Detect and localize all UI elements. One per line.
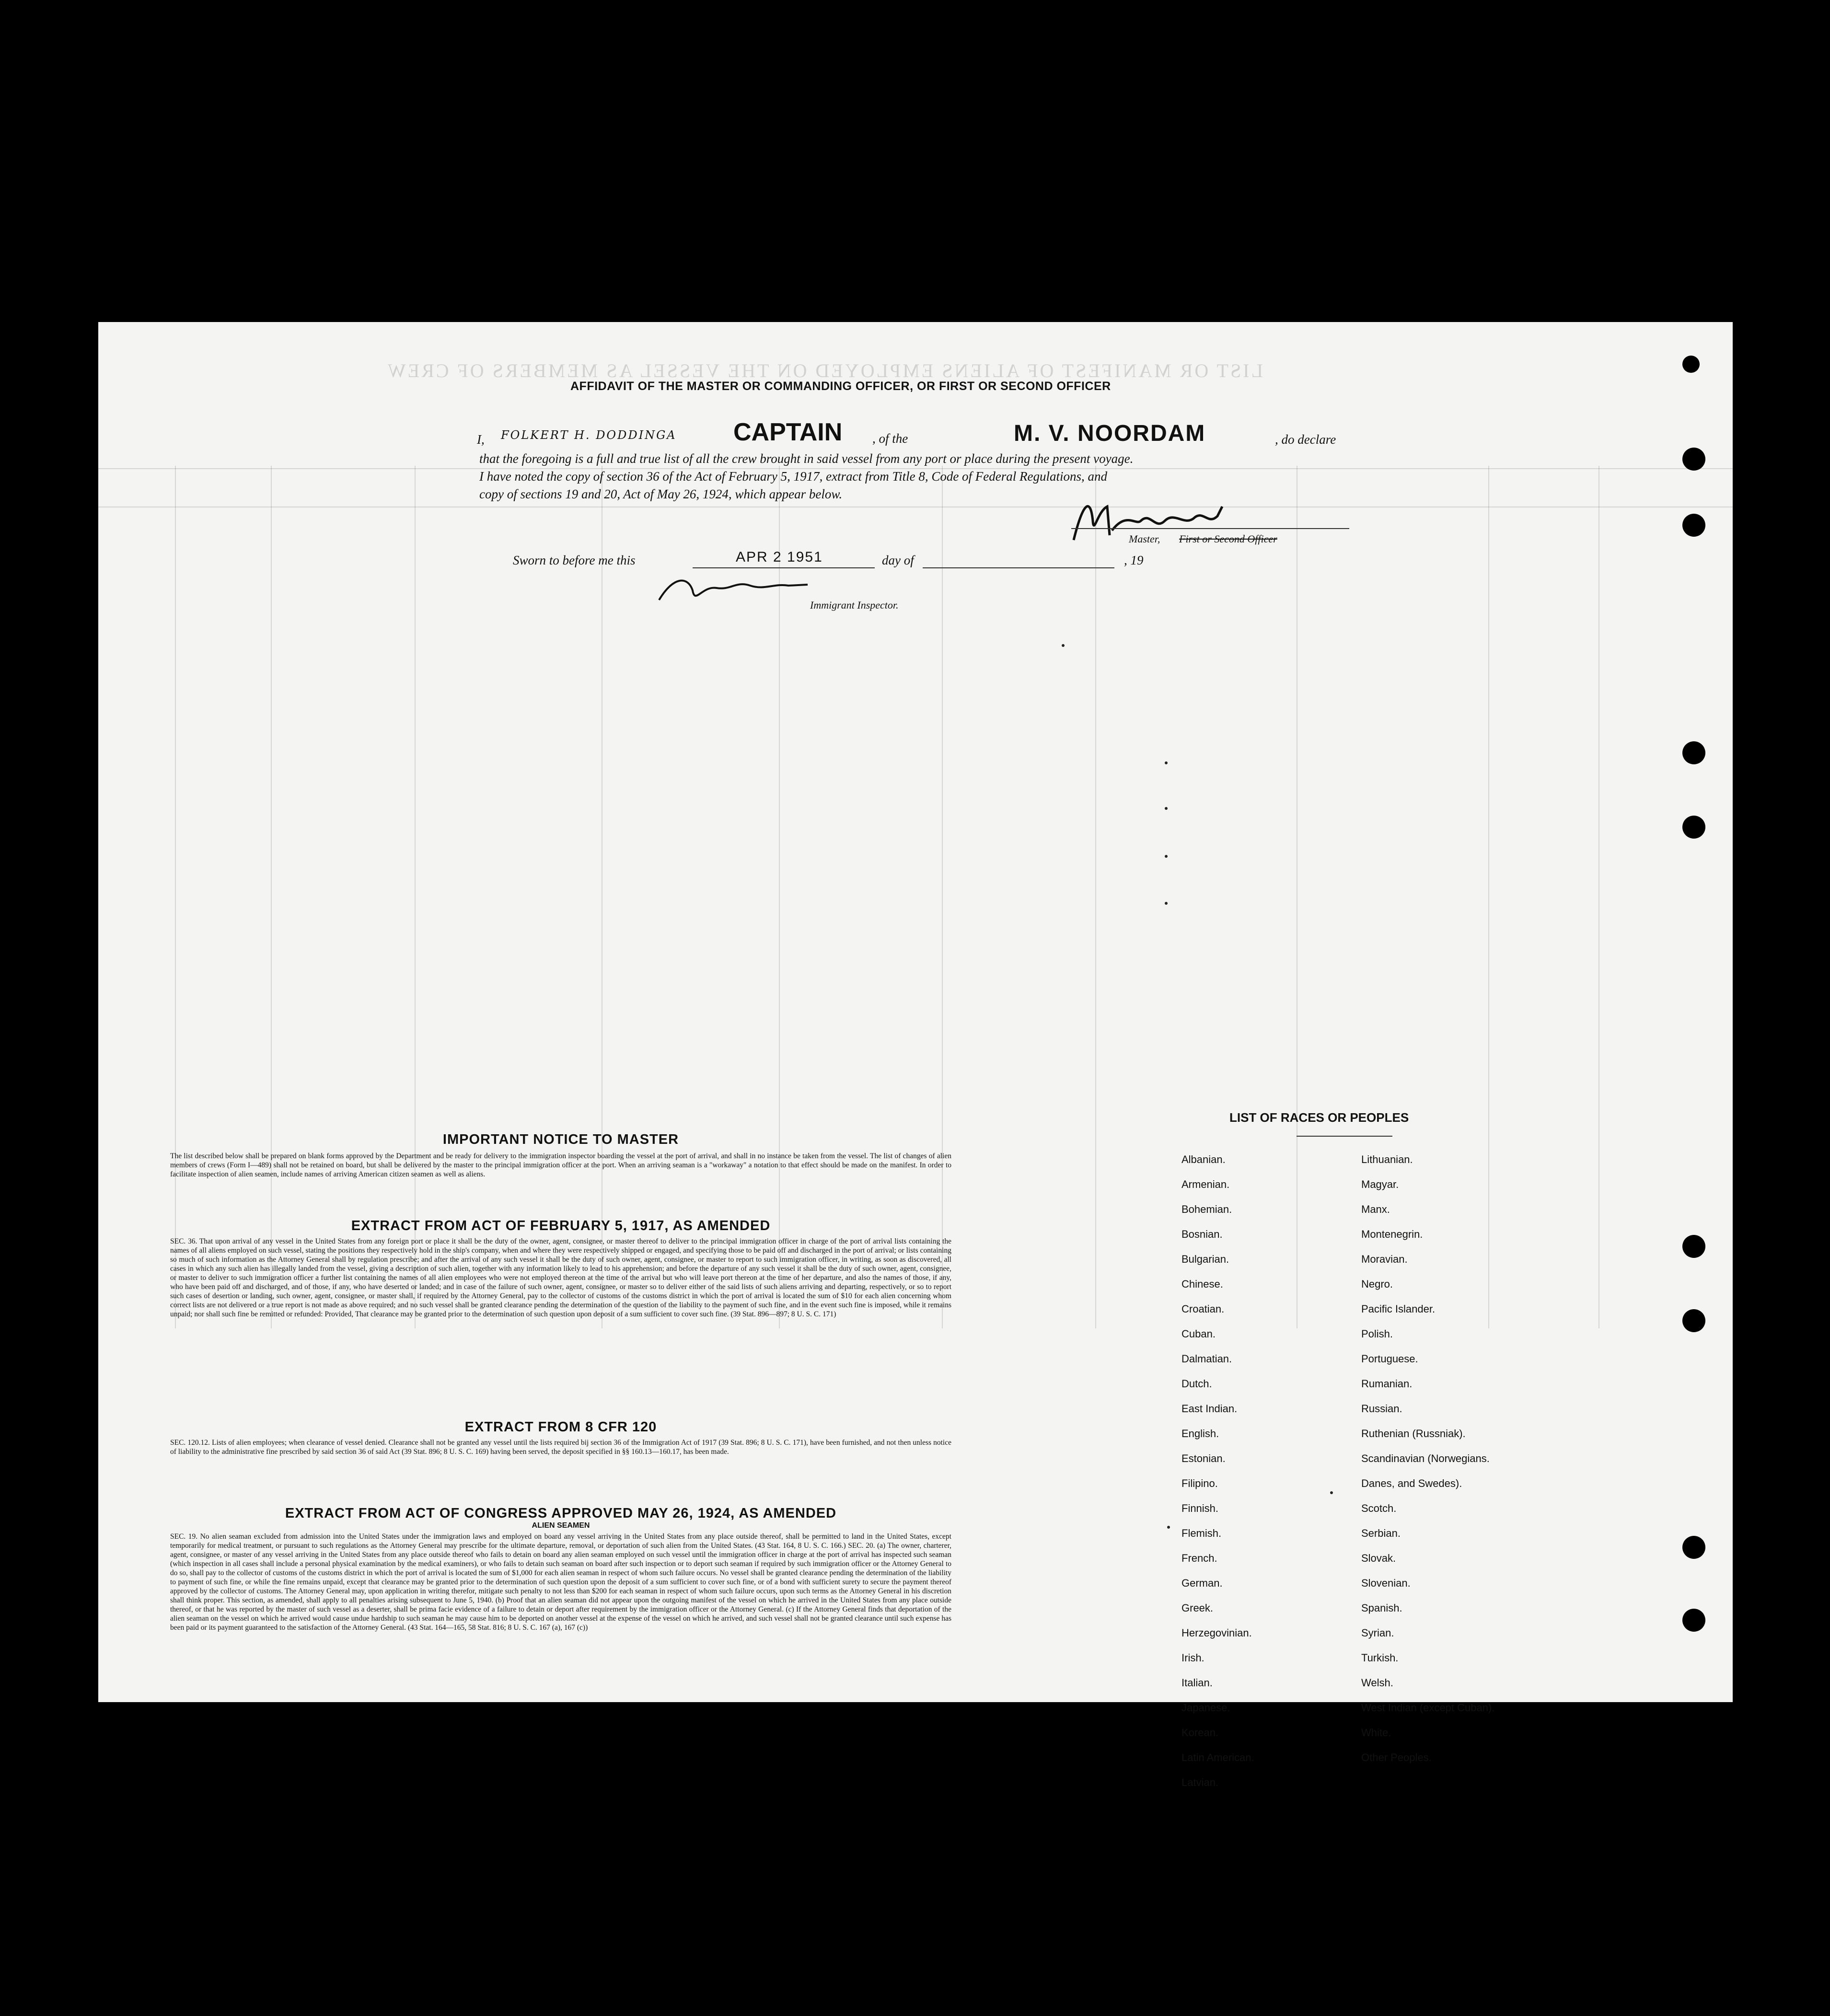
extract-cfr-block [170,1419,951,1456]
race-item: Filipino. [1181,1477,1218,1489]
race-item: Other Peoples. [1361,1751,1432,1763]
race-item: Scotch. [1361,1502,1397,1514]
speck [1167,1526,1170,1529]
race-item: Rumanian. [1361,1378,1413,1390]
race-item: Cuban. [1181,1328,1216,1340]
race-item: Polish. [1361,1328,1393,1340]
captain-name: FOLKERT H. DODDINGA [501,428,677,442]
race-item: Danes, and Swedes). [1361,1477,1462,1489]
extract-cfr-body: SEC. 120.12. Lists of alien employees; when clearance of vessel denied. Clearance shall not be granted any vessel until the lists required bij section 36 of the Immigration Act of 1917 (39 Stat. 896; 8 U. S. C. 171), have been furnished, and not then unless notice of liability to the administrative fine prescribed by said section 36 of said Act (39 Stat. 896; 8 U. S. C. 169) having been served, the deposit specified in §§ 160.13—160.17, has been made. [170,1439,951,1456]
race-item: Syrian. [1361,1627,1394,1639]
race-item: Dutch. [1181,1378,1212,1390]
race-item: Herzegovinian. [1181,1627,1252,1639]
race-item: Turkish. [1361,1652,1399,1664]
ghost-rule [1598,466,1599,1328]
race-item: Scandinavian (Norwegians. [1361,1452,1490,1464]
extract-1917-title: EXTRACT FROM ACT OF FEBRUARY 5, 1917, AS AMENDED [351,1218,771,1233]
punch-hole [1682,356,1700,373]
signature-line [1071,528,1349,529]
ghost-rule [415,466,416,1328]
race-item: English. [1181,1428,1219,1440]
race-item: West Indian (except Cuban). [1361,1702,1495,1714]
inspector-signature [649,571,822,610]
race-item: German. [1181,1577,1223,1589]
manifest-sheet [98,322,1733,1788]
race-item: Magyar. [1361,1178,1399,1190]
race-item: Greek. [1181,1602,1214,1614]
ghost-rule [271,466,272,1328]
affidavit-line-4: copy of sections 19 and 20, Act of May 26, 1924, which appear below. [479,487,843,501]
race-item: Montenegrin. [1361,1228,1423,1240]
extract-1924-subtitle: ALIEN SEAMEN [532,1521,590,1530]
speck [1330,1491,1333,1494]
race-item: Bulgarian. [1181,1253,1229,1265]
extract-cfr-title: EXTRACT FROM 8 CFR 120 [464,1419,657,1435]
race-item: Slovak. [1361,1552,1396,1564]
punch-hole [1682,741,1705,764]
race-item: Dalmatian. [1181,1353,1232,1365]
race-item: Negro. [1361,1278,1393,1290]
ghost-title: LIST OR MANIFEST OF ALIENS EMPLOYED ON THE VESSEL AS MEMBERS OF CREW [386,360,1263,381]
race-item: Latin American. [1181,1751,1254,1763]
speck [1062,644,1065,647]
speck [1165,761,1168,764]
notice-body: The list described below shall be prepared on blank forms approved by the Department and be ready for delivery to the immigration inspector boarding the vessel at the port of arrival, and shall in no instance be taken from the vessel. The list of changes of alien members of crews (Form I—489) shall not be retained on board, but shall be delivered by the master to the principal immigration officer at the port. When an arriving seaman is a "workaway" a notation to that effect should be made on the manifest. In order to facilitate inspection of alien seamen, include names of arriving American citizen seamen as well as aliens. [170,1152,951,1178]
extract-1924-title: EXTRACT FROM ACT OF CONGRESS APPROVED MAY 26, 1924, AS AMENDED [285,1506,837,1521]
year-text: , 19 [1124,553,1144,567]
punch-hole [1682,1609,1705,1632]
race-item: Russian. [1361,1403,1402,1415]
date-line [923,567,1114,568]
notice-title: IMPORTANT NOTICE TO MASTER [442,1132,679,1147]
extract-1924-body: SEC. 19. No alien seaman excluded from admission into the United States under the immigration laws and employed on board any vessel arriving in the United States from any place outside thereof, shall be permitted to land in the United States, except temporarily for medical treatment, or pursuant to such regulations as the Attorney General may prescribe for the ultimate departure, removal, or deportation of such alien from the United States. (43 Stat. 164, 8 U. S. C. 166.) SEC. 20. (a) The owner, charterer, agent, consignee, or master of any vessel arriving in the United States from any place outside thereof who fails to detain on board any alien seaman employed on such vessel until the immigration officer in charge at the port of arrival has inspected such seaman (which inspection in all cases shall include a personal physical examination by the medical examiners), or who fails to detain such seaman on board after such inspection or to deport such seaman if required by such immigration officer or the Attorney General to do so, shall pay to the collector of customs of the customs district in which the port of arrival is located the sum of $1,000 for each alien seaman in respect of whom such failure occurs. No vessel shall be granted clearance pending the determination of the liability to payment of such fine, or while the fine remains unpaid, except that clearance may be granted prior to the determination of such question upon the deposit of a sum sufficient to cover such fine, or of a bond with sufficient surety to secure the payment thereof approved by the collector of customs. The Attorney General may, upon application in writing therefor, mitigate such penalty to not less than $200 for each seaman in respect of whom such failure occurs, upon such terms as the Attorney General in his discretion shall think proper. This section, as amended, shall apply to all penalties arising subsequent to June 5, 1940. (b) Proof that an alien seaman did not appear upon the outgoing manifest of the vessel on which he arrived in the United States from any place outside thereof, or that he was reported by the master of such vessel as a deserter, shall be prima facie evidence of a failure to detain or deport after requirement by the immigration officer or the Attorney General. (c) If the Attorney General finds that deportation of the alien seaman on the vessel on which he arrived would cause undue hardship to such seaman he may cause him to be deported on another vessel at the expense of the vessel on which he arrived, and such vessel shall not be granted clearance until such expense has been paid or its payment guaranteed to the satisfaction of the Attorney General. (43 Stat. 164—165, 58 Stat. 816; 8 U. S. C. 167 (a), 167 (c)) [170,1532,951,1632]
race-item: Estonian. [1181,1452,1226,1464]
do-declare-text: , do declare [1275,432,1336,447]
ghost-rule [175,466,176,1328]
race-item: Lithuanian. [1361,1153,1413,1165]
race-item: Moravian. [1361,1253,1408,1265]
speck [1165,902,1168,905]
race-item: Chinese. [1181,1278,1223,1290]
speck [1165,855,1168,858]
notice-block [170,1132,951,1179]
race-item: Finnish. [1181,1502,1219,1514]
punch-hole [1682,514,1705,537]
extract-1917-block [170,1218,951,1319]
race-item: Albanian. [1181,1153,1226,1165]
of-the-text: , of the [872,431,908,446]
race-item: Bohemian. [1181,1203,1232,1215]
ghost-rule [1488,466,1489,1328]
races-title-rule [1297,1136,1392,1137]
race-item: Irish. [1181,1652,1205,1664]
rank-stamp: CAPTAIN [733,418,843,446]
struck-officer-label: First or Second Officer [1179,533,1277,545]
race-item: Latvian. [1181,1776,1219,1788]
vessel-name: M. V. NOORDAM [1014,421,1206,446]
race-item: Portuguese. [1361,1353,1418,1365]
race-item: French. [1181,1552,1217,1564]
punch-hole [1682,1536,1705,1559]
sworn-text: Sworn to before me this [513,553,636,567]
date-line [693,567,875,568]
race-item: East Indian. [1181,1403,1238,1415]
race-item: Croatian. [1181,1303,1225,1315]
affidavit-line-2: that the foregoing is a full and true list of all the crew brought in said vessel from any port or place during the present voyage. [479,451,1134,466]
date-stamp: APR 2 1951 [736,549,823,565]
race-item: Welsh. [1361,1677,1393,1689]
extract-1924-block [170,1506,951,1632]
race-item: Slovenian. [1361,1577,1411,1589]
race-item: Manx. [1361,1203,1390,1215]
punch-hole [1682,1235,1705,1258]
master-label: Master, [1129,533,1160,545]
race-item: Flemish. [1181,1527,1222,1539]
ghost-rule [1095,466,1096,1328]
race-item: Korean. [1181,1727,1219,1739]
race-item: Spanish. [1361,1602,1402,1614]
race-item: Italian. [1181,1677,1213,1689]
punch-hole [1682,816,1705,839]
races-title: LIST OF RACES OR PEOPLES [1229,1110,1409,1125]
affidavit-line-3: I have noted the copy of section 36 of the Act of February 5, 1917, extract from Title 8, Code of Federal Regulations, and [479,469,1108,484]
race-item: Armenian. [1181,1178,1230,1190]
speck [1165,807,1168,810]
race-item: Pacific Islander. [1361,1303,1436,1315]
affidavit-title: AFFIDAVIT OF THE MASTER OR COMMANDING OFFICER, OR FIRST OR SECOND OFFICER [570,380,1111,393]
race-item: Ruthenian (Russniak). [1361,1428,1466,1440]
race-item: Bosnian. [1181,1228,1223,1240]
punch-hole [1682,448,1705,471]
race-item: Japanese. [1181,1702,1230,1714]
extract-1917-body: SEC. 36. That upon arrival of any vessel in the United States from any foreign port or place it shall be the duty of the owner, agent, consignee, or master thereof to deliver to the principal immigration officer in charge of the port of arrival lists containing the names of all aliens employed on such vessel, stating the positions they respectively hold in the ship's company, when and where they were respectively shipped or engaged, and specifying those to be paid off and discharged in the port of arrival; or lists containing so much of such information as the Attorney General shall by regulation prescribe; and after the arrival of any such vessel it shall be the duty of such owner, agent, consignee, or master to report to such immigration officer, in writing, as soon as discovered, all cases in which any such alien has illegally landed from the vessel, giving a description of such alien, together with any information likely to lead to his apprehension; and before the departure of any such vessel it shall be the duty of such owner, agent, consignee, or master to deliver to such immigration officer a further list containing the names of all alien employees who were not employed thereon at the time of the arrival but who will leave port thereon at the time of her departure, and also the names of those, if any, who have been paid off and discharged, and of those, if any, who have deserted or landed; and in case of the failure of such owner, agent, consignee, or master so to deliver either of the said lists of such aliens arriving and departing, respectively, or so to report such cases of desertion or landing, such owner, agent, consignee, or master shall, if required by the Attorney General, pay to the collector of customs of the customs district in which the port of arrival is located the sum of $10 for each alien concerning whom correct lists are not delivered or a true report is not made as above required; and no such vessel shall be granted clearance pending the determination of the question of the liability to the payment of such fine, and in the event such fine is imposed, while it remains unpaid; nor shall such fine be remitted or refunded: Provided, That clearance may be granted prior to the determination of such question upon deposit of a sum sufficient to cover such fine. (39 Stat. 896—897; 8 U. S. C. 171) [170,1237,951,1318]
day-of-text: day of [882,553,914,567]
affidavit-pronoun: I, [477,432,485,447]
race-item: Serbian. [1361,1527,1401,1539]
inspector-label: Immigrant Inspector. [810,599,899,611]
ghost-rule [942,466,943,1328]
punch-hole [1682,1309,1705,1332]
race-item: White. [1361,1727,1391,1739]
